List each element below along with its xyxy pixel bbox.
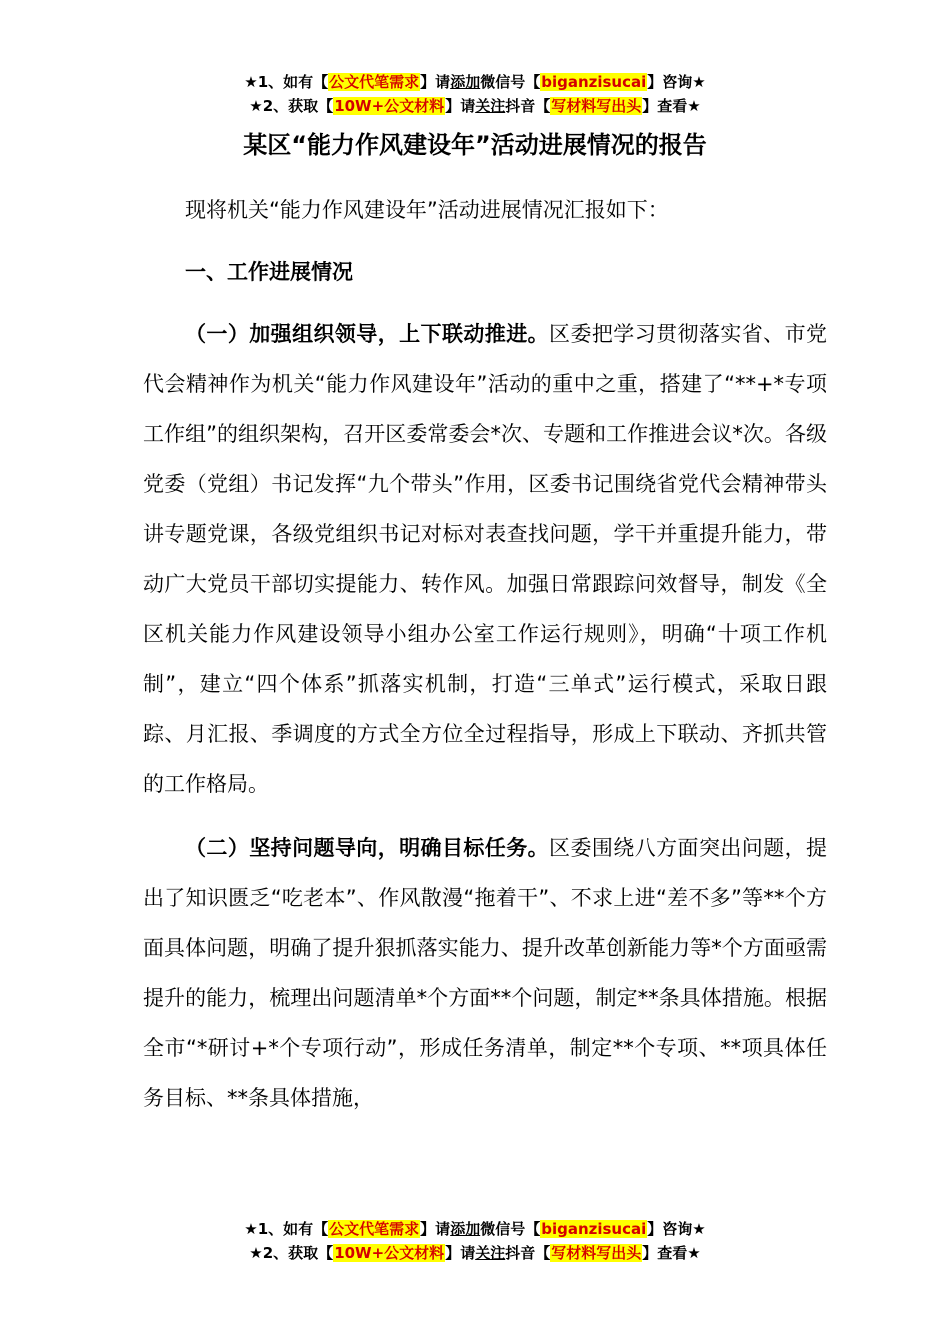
- banner-underline: 关注: [475, 1244, 506, 1262]
- banner-text: 】查看★: [642, 1244, 701, 1262]
- banner-line-2: [0, 1241, 950, 1265]
- banner-line-1: [0, 1217, 950, 1241]
- banner-text: 】请: [445, 97, 476, 115]
- banner-text: ★2、获取【: [249, 1244, 334, 1262]
- banner-underline: 添加: [450, 73, 481, 91]
- paragraph-1: [143, 309, 827, 809]
- banner-highlight: 10W+公文材料: [334, 97, 445, 115]
- paragraph-lead: （二）坚持问题导向，明确目标任务。: [185, 836, 550, 860]
- paragraph-lead: （一）加强组织领导，上下联动推进。: [185, 322, 550, 346]
- footer-banner: [0, 1217, 950, 1265]
- banner-text: ★2、获取【: [249, 97, 334, 115]
- banner-line-2: [0, 94, 950, 118]
- banner-underline: 关注: [475, 97, 506, 115]
- document-title: 某区“能力作风建设年”活动进展情况的报告: [243, 131, 707, 159]
- banner-highlight: biganzisucai: [541, 1220, 647, 1238]
- banner-highlight: biganzisucai: [541, 73, 647, 91]
- banner-text: 】请: [420, 1220, 451, 1238]
- intro-paragraph: 现将机关“能力作风建设年”活动进展情况汇报如下：: [185, 198, 669, 222]
- document-body: [143, 185, 827, 1137]
- banner-line-1: [0, 70, 950, 94]
- paragraph-body: 区委围绕八方面突出问题，提出了知识匮乏“吃老本”、作风散漫“拖着干”、不求上进“差不多”等**个方面具体问题，明确了提升狠抓落实能力、提升改革创新能力等*个方面亟需提升的能力，梳理出问题清单*个方面**个问题，制定**条具体措施。根据全市“*研讨+*个专项行动”，形成任务清单，制定**个专项、**项具体任务目标、**条具体措施，: [143, 836, 828, 1110]
- banner-text: ★1、如有【: [244, 1220, 329, 1238]
- banner-text: ★1、如有【: [244, 73, 329, 91]
- header-banner: [0, 70, 950, 118]
- banner-text: 微信号【: [480, 1220, 541, 1238]
- banner-text: 】咨询★: [647, 1220, 706, 1238]
- banner-text: 】请: [420, 73, 451, 91]
- banner-text: 】请: [445, 1244, 476, 1262]
- banner-highlight: 公文代笔需求: [329, 73, 420, 91]
- banner-highlight: 写材料写出头: [551, 1244, 642, 1262]
- paragraph-body: 区委把学习贯彻落实省、市党代会精神作为机关“能力作风建设年”活动的重中之重，搭建了“**+*专项工作组”的组织架构，召开区委常委会*次、专题和工作推进会议*次。各级党委（党组）书记发挥“九个带头”作用，区委书记围绕省党代会精神带头讲专题党课，各级党组织书记对标对表查找问题，学干并重提升能力，带动广大党员干部切实提能力、转作风。加强日常跟踪问效督导，制发《全区机关能力作风建设领导小组办公室工作运行规则》，明确“十项工作机制”，建立“四个体系”抓落实机制，打造“三单式”运行模式，采取日跟踪、月汇报、季调度的方式全方位全过程指导，形成上下联动、齐抓共管的工作格局。: [143, 322, 828, 796]
- banner-text: 抖音【: [505, 1244, 551, 1262]
- banner-text: 】咨询★: [647, 73, 706, 91]
- banner-highlight: 公文代笔需求: [329, 1220, 420, 1238]
- banner-highlight: 写材料写出头: [551, 97, 642, 115]
- section-heading: 一、工作进展情况: [185, 260, 353, 284]
- banner-text: 抖音【: [505, 97, 551, 115]
- banner-text: 微信号【: [480, 73, 541, 91]
- banner-underline: 添加: [450, 1220, 481, 1238]
- paragraph-2: [143, 823, 827, 1123]
- banner-text: 】查看★: [642, 97, 701, 115]
- banner-highlight: 10W+公文材料: [334, 1244, 445, 1262]
